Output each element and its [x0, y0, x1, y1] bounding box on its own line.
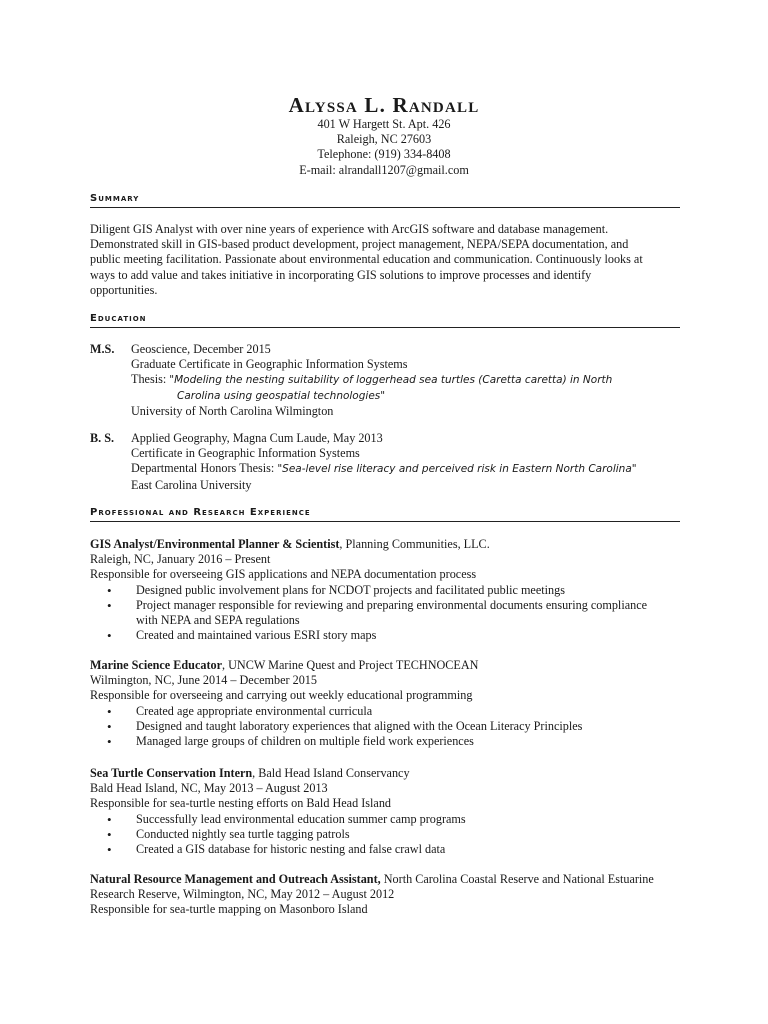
job-entry	[90, 658, 680, 749]
job-title: Natural Resource Management and Outreach Assistant,	[90, 872, 381, 886]
job-title: Marine Science Educator	[90, 658, 223, 672]
degree-ms: M.S.	[90, 342, 115, 356]
education-heading: Education	[90, 313, 680, 328]
list-item: • Managed large groups of children on multiple field work experiences	[107, 734, 680, 749]
candidate-name: Alyssa L. Randall	[288, 93, 480, 117]
summary-text	[90, 222, 680, 298]
job-location: Bald Head Island, NC, May 2013 – August 2013	[90, 781, 328, 796]
degree-bs: B. S.	[90, 431, 115, 445]
job-responsibility: Responsible for overseeing GIS applications and NEPA documentation process	[90, 567, 477, 582]
list-item: • Designed public involvement plans for NCDOT projects and facilitated public meetings	[107, 583, 680, 598]
resume-header	[0, 94, 768, 178]
job-responsibility: Responsible for sea-turtle nesting efforts on Bald Head Island	[90, 796, 392, 811]
job-bullets	[90, 812, 680, 858]
experience-heading: Professional and Research Experience	[90, 507, 680, 522]
list-item: • Created age appropriate environmental curricula	[107, 704, 680, 719]
job-org: , Bald Head Island Conservancy	[252, 766, 410, 780]
education-bs	[90, 431, 680, 493]
job-bullets	[90, 704, 680, 750]
bs-school: East Carolina University	[131, 477, 252, 492]
job-entry	[90, 537, 680, 643]
job-bullets	[90, 583, 680, 644]
ms-thesis: Thesis: "Modeling the nesting suitability of loggerhead sea turtles (Caretta caretta) in North	[131, 372, 613, 387]
telephone: Telephone: (919) 334-8408	[317, 147, 451, 162]
job-heading	[90, 766, 680, 781]
job-location: Research Reserve, Wilmington, NC, May 2012 – August 2012	[90, 887, 395, 902]
list-item: • Designed and taught laboratory experiences that aligned with the Ocean Literacy Principles	[107, 719, 680, 734]
bs-certificate: Certificate in Geographic Information Systems	[131, 446, 360, 461]
summary-line: ways to add value and takes initiative in incorporating GIS solutions to improve processes and identify	[90, 267, 592, 282]
ms-thesis-title-cont: Carolina using geospatial technologies"	[177, 389, 386, 402]
address-line-2: Raleigh, NC 27603	[336, 132, 432, 147]
job-org: , UNCW Marine Quest and Project TECHNOCEAN	[222, 658, 479, 672]
address-line-1: 401 W Hargett St. Apt. 426	[317, 117, 451, 131]
job-responsibility: Responsible for sea-turtle mapping on Masonboro Island	[90, 902, 368, 917]
job-heading	[90, 872, 680, 887]
job-heading	[90, 537, 680, 552]
summary-heading: Summary	[90, 193, 680, 208]
job-entry	[90, 766, 680, 857]
bs-field: Applied Geography, Magna Cum Laude, May 2013	[131, 431, 383, 445]
job-org: North Carolina Coastal Reserve and National Estuarine	[380, 872, 654, 886]
education-ms	[90, 342, 680, 419]
bs-thesis: Departmental Honors Thesis: "Sea-level rise literacy and perceived risk in Eastern North Carolina"	[131, 461, 637, 476]
summary-line: Diligent GIS Analyst with over nine years of experience with ArcGIS software and database management.	[90, 222, 609, 236]
ms-field: Geoscience, December 2015	[131, 342, 271, 356]
job-entry	[90, 872, 680, 918]
list-item: • Successfully lead environmental education summer camp programs	[107, 812, 680, 827]
job-heading	[90, 658, 680, 673]
job-location: Wilmington, NC, June 2014 – December 2015	[90, 673, 317, 688]
list-item: • Project manager responsible for reviewing and preparing environmental documents ensuring compliance with NEPA and SEPA regulations	[107, 598, 680, 628]
job-title: GIS Analyst/Environmental Planner & Scientist	[90, 537, 340, 551]
summary-line: Demonstrated skill in GIS-based product development, project management, NEPA/SEPA documentation, and	[90, 237, 629, 252]
job-location: Raleigh, NC, January 2016 – Present	[90, 552, 271, 567]
summary-line: public meeting facilitation. Passionate about environmental education and communication. Continuously looks at	[90, 252, 643, 267]
job-responsibility: Responsible for overseeing and carrying out weekly educational programming	[90, 688, 473, 703]
bs-thesis-title: "Sea-level rise literacy and perceived risk in Eastern North Carolina"	[277, 463, 637, 476]
list-item: • Created and maintained various ESRI story maps	[107, 628, 680, 643]
email: E-mail: alrandall1207@gmail.com	[299, 162, 469, 177]
ms-school: University of North Carolina Wilmington	[131, 403, 334, 418]
ms-certificate: Graduate Certificate in Geographic Information Systems	[131, 357, 408, 372]
job-title: Sea Turtle Conservation Intern	[90, 766, 253, 780]
summary-line: opportunities.	[90, 282, 158, 297]
list-item: • Conducted nightly sea turtle tagging patrols	[107, 827, 680, 842]
job-org: , Planning Communities, LLC.	[339, 537, 490, 551]
ms-thesis-title: "Modeling the nesting suitability of loggerhead sea turtles (Caretta caretta) in North	[169, 374, 613, 387]
list-item: • Created a GIS database for historic nesting and false crawl data	[107, 842, 680, 857]
